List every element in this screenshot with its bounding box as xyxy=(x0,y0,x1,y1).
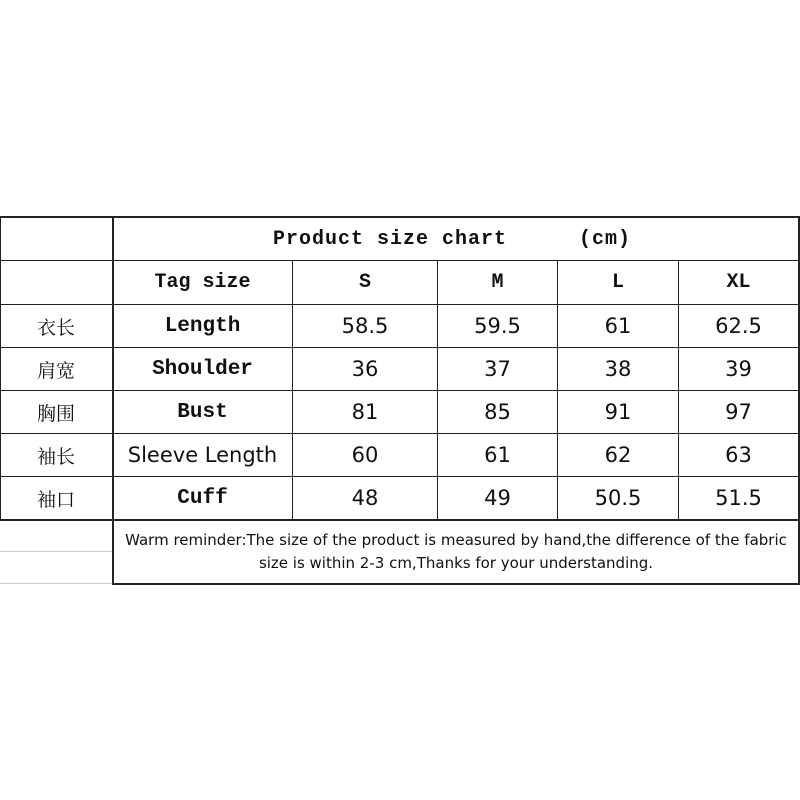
table-cell: 50.5 xyxy=(594,486,642,510)
row-cn-label: 袖长 xyxy=(36,445,75,468)
row-cn-label: 袖口 xyxy=(36,488,75,511)
table-cell: 81 xyxy=(351,400,379,424)
table-cell: 61 xyxy=(484,443,511,467)
warm-reminder-note: Warm reminder:The size of the product is measured by hand,the difference of the fabric size is within 2-3 cm,Thanks for your understanding. xyxy=(125,531,787,572)
table-cell: 58.5 xyxy=(341,314,389,338)
size-header-s: S xyxy=(358,271,371,294)
table-cell: 59.5 xyxy=(474,314,521,338)
table-cell: 62 xyxy=(604,443,632,467)
table-cell: 91 xyxy=(604,400,632,424)
table-cell: 63 xyxy=(725,443,752,467)
tag-size-header: Tag size xyxy=(154,271,251,294)
table-cell: 97 xyxy=(725,400,752,424)
table-cell: 62.5 xyxy=(715,314,762,338)
row-label: Cuff xyxy=(177,486,228,510)
size-header-m: M xyxy=(491,271,504,294)
chart-title: Product size chart xyxy=(272,227,508,251)
row-label: Shoulder xyxy=(152,357,253,381)
row-cn-label: 肩宽 xyxy=(36,359,75,382)
table-cell: 38 xyxy=(604,357,632,381)
table-cell: 36 xyxy=(351,357,379,381)
table-cell: 85 xyxy=(484,400,511,424)
row-cn-label: 胸围 xyxy=(36,402,75,425)
table-cell: 49 xyxy=(484,486,511,510)
row-cn-label: 衣长 xyxy=(36,316,75,339)
table-cell: 51.5 xyxy=(715,486,762,510)
faint-divider xyxy=(0,583,112,584)
chart-unit: (cm) xyxy=(578,227,631,251)
table-cell: 48 xyxy=(351,486,379,510)
table-cell: 61 xyxy=(604,314,632,338)
table-cell: 39 xyxy=(725,357,752,381)
table-cell: 60 xyxy=(351,443,379,467)
size-header-l: L xyxy=(611,271,624,294)
faint-divider xyxy=(0,551,112,552)
row-label: Sleeve Length xyxy=(127,443,278,467)
table-border-bottom xyxy=(112,583,800,585)
row-label: Bust xyxy=(177,400,228,424)
table-cell: 37 xyxy=(484,357,511,381)
row-label: Length xyxy=(164,314,241,338)
size-header-xl: XL xyxy=(726,271,751,294)
